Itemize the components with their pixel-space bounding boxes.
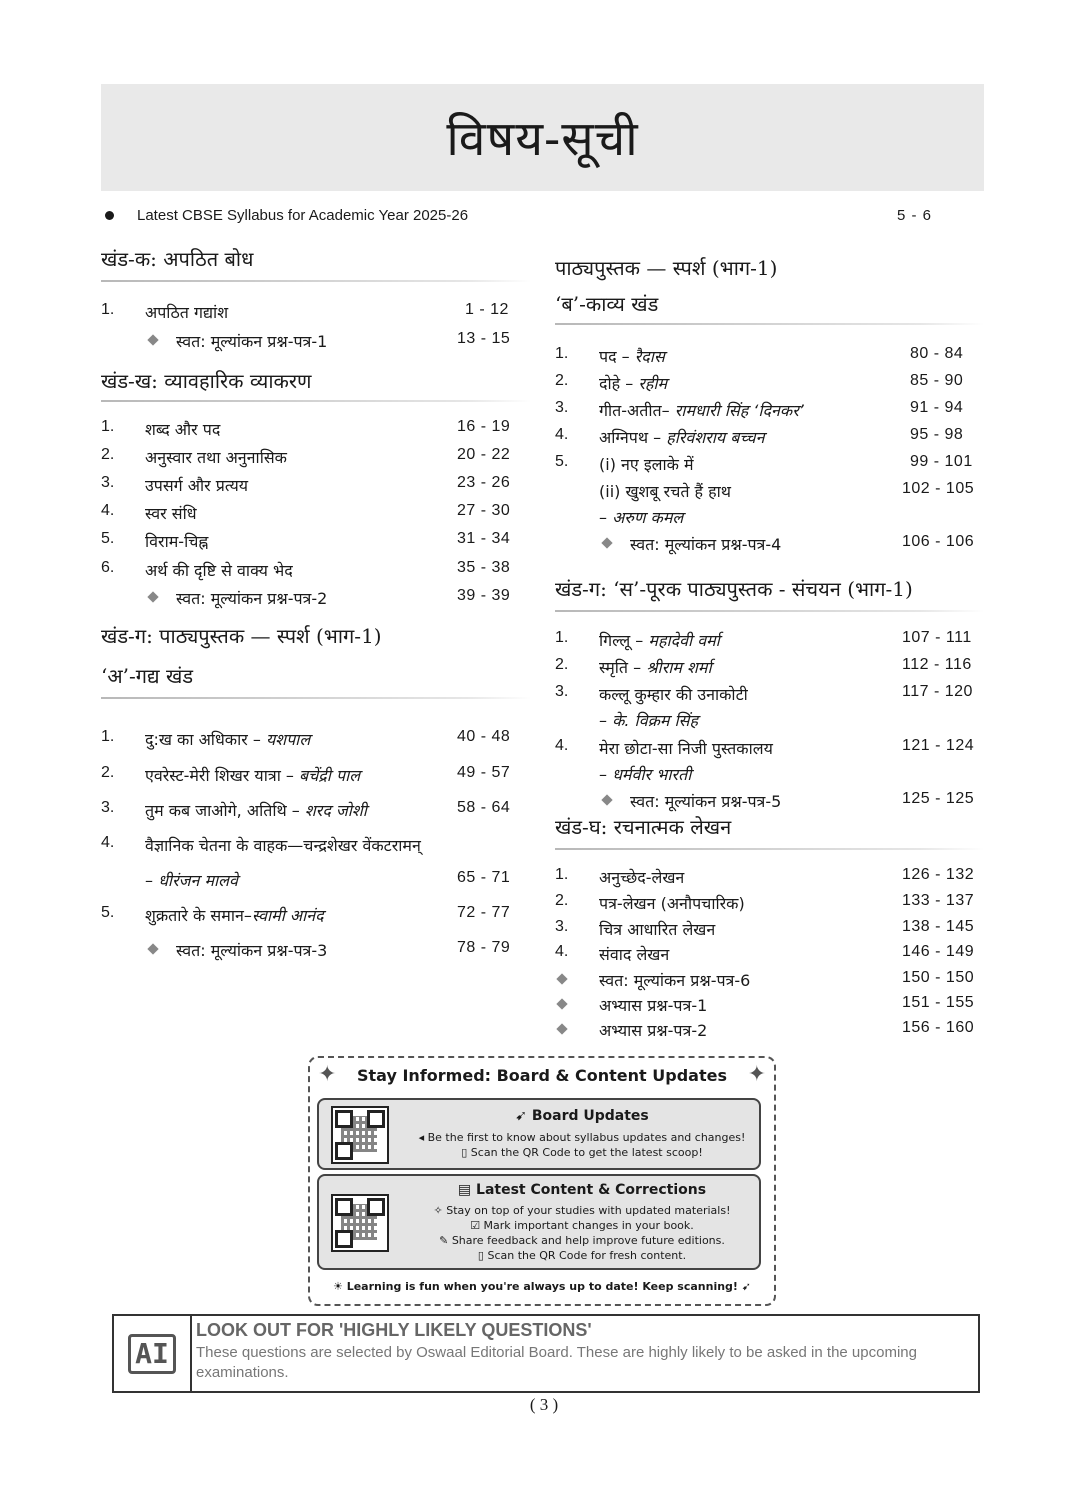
party-popper-icon: ✦ bbox=[318, 1062, 337, 1087]
toc-entry[interactable]: 1. शब्द और पद 16 - 19 bbox=[101, 418, 511, 439]
section-heading-pathya: पाठ्यपुस्तक — स्पर्श (भाग-1) bbox=[555, 256, 778, 280]
diamond-bullet-icon bbox=[556, 1023, 567, 1034]
diamond-bullet-icon bbox=[601, 794, 612, 805]
divider bbox=[555, 848, 984, 850]
ai-logo-icon: AI bbox=[114, 1316, 192, 1391]
toc-entry[interactable]: 6. अर्थ की दृष्टि से वाक्य भेद 35 - 38 bbox=[101, 559, 511, 580]
toc-entry[interactable]: 2. दोहे – रहीम 85 - 90 bbox=[555, 372, 964, 393]
board-updates-card[interactable] bbox=[317, 1098, 761, 1170]
content-updates-title: Latest Content & Corrections bbox=[476, 1182, 707, 1198]
toc-entry[interactable]: 3. उपसर्ग और प्रत्यय 23 - 26 bbox=[101, 474, 511, 495]
updates-box bbox=[308, 1056, 776, 1306]
page-number: ( 3 ) bbox=[529, 1395, 559, 1414]
board-updates-title: Board Updates bbox=[531, 1108, 649, 1124]
sparkle-icon: ✧ bbox=[433, 1204, 447, 1217]
ai-description: These questions are selected by Oswaal Editorial Board. These are highly likely to be asked in the upcoming examinations. bbox=[196, 1344, 917, 1381]
party-popper-icon: ✦ bbox=[747, 1062, 766, 1087]
toc-entry[interactable]: 4. वैज्ञानिक चेतना के वाहक—चन्द्रशेखर वेंकटरामन् bbox=[101, 834, 421, 855]
toc-entry[interactable]: अभ्यास प्रश्न-पत्र-2 156 - 160 bbox=[555, 1019, 984, 1043]
qr-code-icon[interactable] bbox=[331, 1194, 389, 1252]
toc-entry[interactable]: स्वत: मूल्यांकन प्रश्न-पत्र-3 78 - 79 bbox=[101, 939, 531, 963]
content-line-3: Share feedback and help improve future editions. bbox=[451, 1234, 725, 1247]
toc-entry[interactable]: 1. पद – रैदास 80 - 84 bbox=[555, 345, 964, 366]
lightbulb-icon: ☀ bbox=[332, 1280, 347, 1293]
diamond-bullet-icon bbox=[147, 591, 158, 602]
toc-entry[interactable]: 2. अनुस्वार तथा अनुनासिक 20 - 22 bbox=[101, 446, 511, 467]
toc-entry[interactable]: 3. चित्र आधारित लेखन 138 - 145 bbox=[555, 918, 975, 939]
diamond-bullet-icon bbox=[147, 943, 158, 954]
diamond-bullet-icon bbox=[556, 973, 567, 984]
toc-entry[interactable]: स्वत: मूल्यांकन प्रश्न-पत्र-6 150 - 150 bbox=[555, 969, 984, 993]
toc-entry[interactable]: 5. विराम-चिह्न 31 - 34 bbox=[101, 530, 511, 551]
divider bbox=[555, 610, 984, 612]
toc-entry-author: – धर्मवीर भारती bbox=[599, 765, 692, 784]
divider bbox=[101, 280, 531, 282]
megaphone-icon: ◂ bbox=[418, 1131, 428, 1144]
toc-entry[interactable]: 4. अग्निपथ – हरिवंशराय बच्चन 95 - 98 bbox=[555, 426, 964, 447]
syllabus-entry[interactable] bbox=[101, 207, 984, 229]
qr-code-icon[interactable] bbox=[331, 1106, 389, 1164]
toc-entry[interactable]: 1. अनुच्छेद-लेखन 126 - 132 bbox=[555, 866, 975, 887]
syllabus-pages: 5 - 6 bbox=[897, 207, 933, 224]
toc-entry[interactable]: स्वत: मूल्यांकन प्रश्न-पत्र-1 13 - 15 bbox=[101, 330, 531, 354]
check-icon: ☑ bbox=[470, 1219, 484, 1232]
toc-entry[interactable]: 3. गीत-अतीत– रामधारी सिंह ‘दिनकर’ 91 - 94 bbox=[555, 399, 964, 420]
bullet-icon bbox=[105, 211, 114, 220]
toc-entry[interactable]: अभ्यास प्रश्न-पत्र-1 151 - 155 bbox=[555, 994, 984, 1018]
syllabus-label: Latest CBSE Syllabus for Academic Year 2025-26 bbox=[137, 207, 469, 224]
highly-likely-questions-box bbox=[112, 1314, 980, 1393]
diamond-bullet-icon bbox=[601, 537, 612, 548]
section-heading-g: खंड-ग: पाठ्यपुस्तक — स्पर्श (भाग-1) bbox=[101, 624, 382, 648]
board-line-2: Scan the QR Code to get the latest scoop! bbox=[470, 1146, 703, 1159]
toc-entry[interactable]: 2. स्मृति – श्रीराम शर्मा 112 - 116 bbox=[555, 656, 972, 677]
toc-entry[interactable]: स्वत: मूल्यांकन प्रश्न-पत्र-4 106 - 106 bbox=[555, 533, 984, 557]
phone-icon: ▯ bbox=[461, 1146, 471, 1159]
section-heading-kh: खंड-ख: व्यावहारिक व्याकरण bbox=[101, 369, 312, 393]
section-heading-gh: खंड-घ: रचनात्मक लेखन bbox=[555, 815, 732, 839]
books-icon: ▤ bbox=[457, 1182, 477, 1198]
toc-entry[interactable]: 3. कल्लू कुम्हार की उनाकोटी 117 - 120 bbox=[555, 683, 973, 704]
content-line-4: Scan the QR Code for fresh content. bbox=[487, 1249, 687, 1262]
section-heading-kavya: ‘ब’-काव्य खंड bbox=[555, 292, 659, 316]
toc-entry[interactable]: 3. तुम कब जाओगे, अतिथि – शरद जोशी 58 - 64 bbox=[101, 799, 511, 820]
toc-entry[interactable]: 1. गिल्लू – महादेवी वर्मा 107 - 111 bbox=[555, 629, 972, 650]
title-band bbox=[101, 84, 984, 191]
diamond-bullet-icon bbox=[147, 334, 158, 345]
toc-entry[interactable]: 1. अपठित गद्यांश 1 - 12 bbox=[101, 301, 509, 322]
board-line-1: Be the first to know about syllabus updates and changes! bbox=[427, 1131, 746, 1144]
section-heading-k: खंड-क: अपठित बोध bbox=[101, 247, 254, 271]
section-heading-gadya: ‘अ’-गद्य खंड bbox=[101, 664, 194, 688]
toc-entry[interactable]: 2. पत्र-लेखन (अनौपचारिक) 133 - 137 bbox=[555, 892, 975, 913]
toc-entry-author: – के. विक्रम सिंह bbox=[599, 711, 698, 730]
toc-entry[interactable]: 4. संवाद लेखन 146 - 149 bbox=[555, 943, 975, 964]
toc-entry[interactable]: 2. एवरेस्ट-मेरी शिखर यात्रा – बचेंद्री पाल 49 - 57 bbox=[101, 764, 511, 785]
toc-entry[interactable]: स्वत: मूल्यांकन प्रश्न-पत्र-2 39 - 39 bbox=[101, 587, 531, 611]
diamond-bullet-icon bbox=[556, 998, 567, 1009]
toc-entry[interactable]: 5. शुक्रतारे के समान–स्वामी आनंद 72 - 77 bbox=[101, 904, 511, 925]
toc-entry[interactable]: स्वत: मूल्यांकन प्रश्न-पत्र-5 125 - 125 bbox=[555, 790, 984, 814]
divider bbox=[101, 400, 531, 402]
toc-entry[interactable]: 4. स्वर संधि 27 - 30 bbox=[101, 502, 511, 523]
toc-entry-author: – अरुण कमल bbox=[599, 508, 684, 527]
toc-entry-author[interactable]: – धीरंजन मालवे 65 - 71 bbox=[145, 869, 511, 890]
toc-entry[interactable]: 5. (i) नए इलाके में 99 - 101 bbox=[555, 453, 973, 474]
divider bbox=[555, 323, 984, 325]
phone-icon: ▯ bbox=[477, 1249, 488, 1262]
toc-entry[interactable]: 4. मेरा छोटा-सा निजी पुस्तकालय 121 - 124 bbox=[555, 737, 975, 758]
page-title: विषय-सूची bbox=[446, 111, 639, 167]
section-heading-sanchayan: खंड-ग: ‘स’-पूरक पाठ्यपुस्तक - संचयन (भाग-1) bbox=[555, 577, 913, 601]
updates-title: Stay Informed: Board & Content Updates bbox=[357, 1066, 727, 1085]
toc-entry[interactable]: 1. दु:ख का अधिकार – यशपाल 40 - 48 bbox=[101, 728, 511, 749]
pencil-icon: ✎ bbox=[439, 1234, 452, 1247]
rocket-icon: ➹ bbox=[737, 1280, 751, 1293]
content-updates-card[interactable] bbox=[317, 1174, 761, 1270]
content-line-1: Stay on top of your studies with updated materials! bbox=[446, 1204, 731, 1217]
ai-heading: LOOK OUT FOR 'HIGHLY LIKELY QUESTIONS' bbox=[196, 1320, 592, 1340]
rocket-icon: ➹ bbox=[515, 1108, 532, 1124]
content-line-2: Mark important changes in your book. bbox=[483, 1219, 694, 1232]
updates-footer: ☀ Learning is fun when you're always up to date! Keep scanning! ➹ bbox=[332, 1280, 751, 1293]
toc-entry[interactable]: (ii) खुशबू रचते हैं हाथ 102 - 105 bbox=[599, 480, 975, 501]
divider bbox=[101, 697, 531, 699]
